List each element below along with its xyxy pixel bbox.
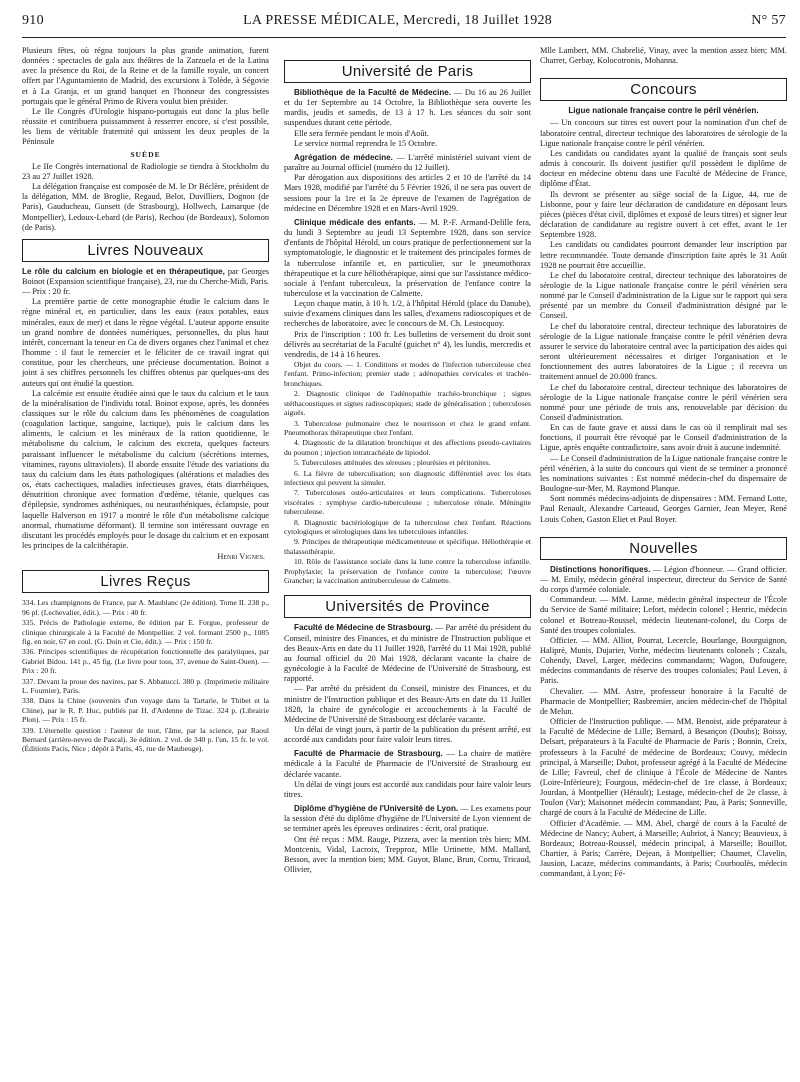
- item-text: Le chef du laboratoire central, directeur technique des laboratoires de sérologie de la Ligue nationale française contre le péril vénérien devra assurer le service du laboratoire central avec la participation des aides qui seront ultérieurement nécessaires et diriger l'organisation et le fonctionnement des autres laboratoires de la Ligue ; il recevra un traitement annuel de 20.000 francs.: [540, 321, 787, 382]
- item-text: — Les examens pour la session d'été du diplôme d'hygiène de l'Université de Lyon viennent de se terminer après les épreuves ordinaires : écrit, oral pratique.: [284, 804, 531, 834]
- item-text: — L'arrêté ministériel suivant vient de paraître au Journal officiel (numéro du 12 Juillet).: [284, 152, 531, 173]
- item-text: — Un concours sur titres est ouvert pour la nomination d'un chef de laboratoire central, directeur technique des laboratoires de sérologie de la Ligue nationale française contre le péril vénérien.: [540, 118, 787, 148]
- item-text: Commandeur. — MM. Lanne, médecin général inspecteur de l'École du Service de Santé militaire; Lefort, médecin colonel ; Henric, médecin colonel et Botreau-Roussel, médecin lieutenant-colonel, du Corps de Santé des troupes coloniales.: [540, 595, 787, 635]
- list-item: 335. Précis de Pathologie externe, 8e édition par E. Forgue, professeur de clinique chirurgicale à la Faculté de Montpellier. 2 vol. formant 2500 p., 1085 fig. en noir, 67 en coul. (G. Doin et Cie, édit.). — Prix : 150 fr.: [22, 618, 269, 646]
- item-text: Les candidats ou candidates ayant la qualité de français sont seuls admis à concourir. Ils doivent justifier qu'il possèdent le diplôme de docteur en médecine obtenu dans une Faculté de Médecine de France, diplôme d'État.: [540, 148, 787, 189]
- congress-paragraph: Le IIe Congrès d'Urologie hispano-portugais eut donc la plus belle réussite et contribuera puissamment à resserrer encore, si c'est possible, les liens de véritable fraternité qui unissent les deux peuples de la Péninsule: [22, 106, 269, 147]
- book-title: Le rôle du calcium en biologie et en thérapeutique,: [22, 266, 225, 276]
- item-text: Leçon chaque matin, à 10 h. 1/2, à l'hôpital Hérold (place du Danube), suivie d'examens cliniques dans les salles, d'examens radioscopiques et de recherches de laboratoire, avec le concours de M. Ch. Lestocquoy.: [284, 299, 531, 329]
- item-text: Un délai de vingt jours, à partir de la publication du présent arrêté, est accordé aux candidats pour faire valoir leurs titres.: [284, 724, 531, 745]
- item-text: — Par arrêté du président du Conseil, ministre des Finances, et du ministre de l'Instruction publique et des Beaux-Arts en date du 11 Juillet 1928, l'arrêté du 11 Mai 1928, publié au Journal officiel du 20 Mai 1928, déclarant vacante la chaire de gynécologie à la Faculté de Médecine de l'Université de Strasbourg, est rapporté.: [284, 623, 531, 684]
- received-books-list: [22, 598, 269, 754]
- item-text: Les candidats ou candidates pourront demander leur inscription par lettre recommandée. Toute demande d'inscription faite après le 31 Août 1928 ne pourrait être accueillie.: [540, 240, 787, 270]
- list-item: 6. La fièvre de tuberculisation; son diagnostic différentiel avec les états infectieux qui peuvent la simuler.: [284, 468, 531, 487]
- item-text: Officier. — MM. Alliot, Pourrat, Lecercle, Bourlange, Bourguignon, Haliprè, Munis, Dujarier, Vorhe, médecins lieutenants colonels ; Cazals, Cohendy, Davel, Larger, médecins commandants; Wagon, Dufougere, médecins commandants de réserve des troupes coloniales; Paul Leven, à Paris.: [540, 635, 787, 686]
- item-text: Officier d'Académie. — MM. Abel, chargé de cours à la Faculté de Médecine de Nancy; Aubert, à Marseille; Aubriot, à Nancy; Beauvieux, à Bordeaux; Botreau-Roussel, médecin principal, à Marseille; Bouillot, Chartier, à Paris; Carrère, Dejean, à Montpellier; Chaumet, Clavelin, Jausion, Lacaze, médecins commandants, à Paris; Courboulès, médecin commandant, à Lyon; Fé-: [540, 818, 787, 879]
- review-paragraph: La première partie de cette monographie étudie le calcium dans le règne minéral et, en particulier, dans les eaux (eaux potables, eaux minérales, eaux de mer) et dans le règne végétal. L'auteur apporte ensuite un grand nombre de données numériques, personnelles, du plus haut intérêt, concernant la teneur en Ca de divers organes chez l'animal et chez l'homme : il faut le remercier et le féliciter de ce travail ingrat qui constitue, pour les chercheurs, une précieuse documentation. Boinot a joint à ses chiffres personnels les chiffres obtenus par quelques-uns des auteurs qui ont étudié la question.: [22, 297, 269, 388]
- item-title: Ligue nationale française contre le péril vénérien.: [568, 106, 759, 116]
- item-text: — M. P.-F. Armand-Delille fera, du lundi 3 Septembre au jeudi 13 Septembre 1928, dans son service d'enfants de l'hôpital Hérold, un cours pratique de perfectionnement sur la symptomatologie, le diagnostic et le traitement des principales formes de la tuberculose infantile et, en particulier, sur le pneumothorax thérapeutique et la cure héliothérapique, ainsi que sur l'assistance médico-sociale à l'enfant tuberculeux, la préservation de l'enfance contre la tuberculose et la vaccination de Calmette.: [284, 217, 531, 298]
- column-2: [284, 46, 531, 1076]
- list-item: 5. Tuberculoses atténuées des séreuses ; pleurésies et péritonites.: [294, 458, 491, 468]
- list-item: 2. Diagnostic clinique de l'adénopathie trachéo-bronchique ; signes stéthacoustiques et signes radioscopiques; stade de généralisation ; tuberculoses aiguës.: [284, 389, 531, 418]
- list-item: 8. Diagnostic bactériologique de la tuberculose chez l'enfant. Réactions cytologiques et sérologiques dans les tuberculoses infantiles.: [284, 517, 531, 536]
- item-title: Faculté de Pharmacie de Strasbourg.: [294, 749, 443, 759]
- list-item: 9. Principes de thérapeutique médicamenteuse et spécifique. Héliothérapie et thalassothérapie.: [284, 537, 531, 556]
- item-title: Distinctions honorifiques.: [550, 564, 651, 574]
- congress-paragraph: Plusieurs fêtes, où régna toujours la plus grande animation, furent données : spectacles de gala aux théâtres de la Zarzuela et de la Latina avec la présence du Roi, de la Reine et de la famille royale, un concert offert par l'Aguntamiento de Madrid, des excursions à Tolède, à Ségovie et à La Granja, et un grand banquet en l'honneur des congressistes portugais que le général Primo de Rivera voulut bien présider.: [22, 46, 269, 106]
- item-text: Sont nommés médecins-adjoints de dispensaires : MM. Fernand Lotte, Paul Renault, Alexandre Carteaud, Georges Garnier, Jean Meyer, René Louis Cohen, Gaston Eliet et Paul Boyer.: [540, 494, 787, 524]
- item-title: Bibliothèque de la Faculté de Médecine.: [294, 88, 452, 97]
- item-text: — Légion d'honneur. — Grand officier. — M. Emily, médecin général inspecteur, directeur du Service de Santé du corps d'armée coloniale.: [540, 564, 787, 595]
- course-outline: [284, 360, 531, 585]
- list-item: 334. Les champignons de France, par A. Maublanc (2e édition). Tome II. 238 p., 96 pl. (Lechevalier, édit.). — Prix : 40 fr.: [22, 598, 269, 617]
- issue-number: N° 57: [751, 13, 786, 28]
- list-item: 4. Diagnostic de la dilatation bronchique et des affections pseudo-cavitaires du poumon ; injection intratrachéale de lipiodol.: [284, 438, 531, 457]
- header-rule: [22, 37, 786, 38]
- item-text: Mlle Lambert, MM. Chabrelié, Vinay, avec la mention assez bien; MM. Charret, Gerbay, Kolocotronis, Mohanna.: [540, 46, 787, 66]
- item-text: Officier de l'Instruction publique. — MM. Benoist, aide préparateur à la Faculté de Médecine de Lille; Bernard, à Besançon (Doubs); Boissy, Delsart, préparateurs à la Faculté de Pharmacie de Paris ; Bonnin, Creix, professeurs à la Faculté de médecine de Bordeaux; Couvy, médecin principal, à Marseille; Duhot, professeur agrégé à la Faculté de Médecine de Lille; Favreul, chef de clinique à l'École de Médecine de Nantes (Loire-Inférieure); Fourgous, médecin-chef de 1re classe, à Bordeaux; Jourdan, à Montpellier (Hérault); Lestage, médecin-chef de 2e classe, à Toulon (Var); Maisonnet médecin commandant; Pau, à Paris; Sonneville, chargé de cours à la Faculté de Médecine de Lille.: [540, 717, 787, 818]
- item-title: Diplôme d'hygiène de l'Université de Lyon.: [294, 804, 459, 814]
- item-text: Chevalier. — MM. Astre, professeur honoraire à la Faculté de Pharmacie de Montpellier; Rasbremier, ancien médecin-chef de l'hôpital de Melun.: [540, 686, 787, 716]
- journal-title: LA PRESSE MÉDICALE, Mercredi, 18 Juillet 1928: [243, 13, 553, 28]
- list-item: 10. Rôle de l'assistance sociale dans la lutte contre la tuberculose infantile. Prophylaxie; la préservation de l'enfance contre la tuberculose; l'œuvre Grancher; la vaccination antituberculeuse de Calmette.: [284, 557, 531, 585]
- section-heading-concours: Concours: [540, 78, 787, 101]
- list-item: 338. Dans la Chine (souvenirs d'un voyage dans la Tartarie, le Thibet et la Chine), par le R. P. Huc, publiés par H. d'Ardenne de Tizac. 324 p. (Librairie Plon). — Prix : 15 fr.: [22, 696, 269, 725]
- item-title: Clinique médicale des enfants.: [294, 217, 416, 227]
- item-text: Le service normal reprendra le 15 Octobre.: [294, 138, 438, 148]
- item-title: Agrégation de médecine.: [294, 152, 393, 162]
- book-meta: par Georges Boinot (Expansion scientifique française), 23, rue du Cherche-Midi, Paris. — Prix : 20 fr.: [22, 266, 269, 297]
- list-item: Objet du cours. — 1. Conditions et modes de l'infection tuberculeuse chez l'enfant. Primo-infection; premier stade ; adénopathies cervicales et trachéo-bronchiques.: [284, 360, 531, 388]
- column-1: [22, 46, 269, 1076]
- item-text: Par dérogation aux dispositions des articles 2 et 10 de l'arrêté du 14 Mars 1928, modifié par l'arrêté du 5 Février 1926, il ne sera pas ouvert de sessions pour la 1re et la 2e épreuve de l'examen de l'agrégation de médecine en Décembre 1928 et en Mars-Avril 1929.: [284, 173, 531, 213]
- item-text: Elle sera fermée pendant le mois d'Août.: [294, 128, 429, 138]
- list-item: 337. Devant la proue des navires, par S. Abbatucci. 380 p. (Imprimerie militaire L. Fournier), Paris.: [22, 676, 269, 695]
- list-item: 339. L'éternelle question : l'auteur de tout, l'âme, par la science, par Raoul Bernard (arrière-neveu de Pascal). 3e édition. 2 vol. de 340 p. l'un, 15 fr. le vol. (Éditions Pacis, Nice ; dépôt à Paris, 45, rue de Maubeuge).: [22, 725, 269, 754]
- section-heading-universite-paris: Université de Paris: [284, 60, 531, 83]
- item-text: — La chaire de matière médicale à la Faculté de Pharmacie de l'Université de Strasbourg est déclarée vacante.: [284, 749, 531, 779]
- review-signature: Henri Vignes.: [217, 552, 265, 562]
- item-title: Faculté de Médecine de Strasbourg.: [294, 623, 433, 633]
- column-3: [540, 46, 787, 1076]
- item-text: Ont été reçus : MM. Rauge, Pizzera, avec la mention très bien; MM. Montcenis, Vidal, Lacroix, Trepproz, Mlle Urtinette, MM. Mallard, Besson, avec la mention bien; MM. Guyot, Blanc, Brun, Cornu, Tricaud, Ollivier,: [284, 834, 531, 874]
- section-heading-universites-province: Universités de Province: [284, 595, 531, 618]
- item-text: Prix de l'inscription : 100 fr. Les bulletins de versement du droit sont délivrés au secrétariat de la Faculté (guichet n° 4), les lundis, mercredis et vendredis, de 14 à 16 heures.: [284, 329, 531, 359]
- list-item: 3. Tuberculose pulmonaire chez le nourrisson et chez le grand enfant. Pneumothorax thérapeutique chez l'enfant.: [284, 418, 531, 437]
- item-text: — Par arrêté du président du Conseil, ministre des Finances, et du ministre de l'Instruction publique et des Beaux-Arts en date du 11 Juillet 1828, la chaire de gynécologie et accouchements à la Faculté de Médecine de l'Université de Strasbourg est déclarée vacante.: [284, 684, 531, 724]
- item-text: Le chef du laboratoire central, directeur technique des laboratoires de sérologie de la Ligue nationale française contre le péril vénérien sera nommé par le Conseil d'administration de la Ligue sur le rapport qui sera présenté par un membre du Conseil d'administration désigné par le Conseil.: [540, 270, 787, 321]
- congress-paragraph: La délégation française est composée de M. le Dr Béclère, président de la délégation, MM. de Broglie, Regaud, Belot, Duvilliers, Dognon (de Paris), Gauducheau, Gunsett (de Strasbourg), Hollwech, Lamarque (de Montpellier), Ledoux-Lebard (de Paris), Rechou (de Bordeaux), Solomon (de Paris).: [22, 182, 269, 232]
- section-heading-livres-recus: Livres Reçus: [22, 570, 269, 593]
- country-heading: SUÈDE: [130, 149, 161, 159]
- item-text: Un délai de vingt jours est accordé aux candidats pour faire valoir leurs titres.: [284, 779, 531, 799]
- item-text: Le chef du laboratoire central, directeur technique des laboratoires de sérologie de la Ligue nationale française contre le péril vénérien sera nommé pour une période de trois ans, renouvelable par décision du Conseil d'administration.: [540, 382, 787, 422]
- page-number-left: 910: [22, 13, 44, 28]
- item-text: — Le Conseil d'administration de la Ligue nationale française contre le péril vénérien, à la suite du concours qui vient de se terminer a prononcé les nominations suivantes : Est nommé médecin-chef du dispensaire de Boulogne-sur-Mer, M. Raymond Planque.: [540, 453, 787, 494]
- item-text: — Du 16 au 26 Juillet et du 1er Septembre au 14 Octobre, la Bibliothèque sera ouverte les mardis, jeudis et samedis, de 13 à 17 h. Les séances du soir sont suspendues durant cette période.: [284, 88, 531, 128]
- item-text: En cas de faute grave et aussi dans le cas où il remplirait mal ses fonctions, il pourrait être révoqué par le Conseil d'administration de la Ligue, après enquête contradictoire, sans avoir droit à aucune indemnité.: [540, 423, 787, 453]
- list-item: 7. Tuberculoses ostéo-articulaires et leurs complications. Tuberculoses viscérales : symphyse cardio-tuberculeuse ; tuberculose rénale. Méningite tuberculeuse.: [284, 488, 531, 517]
- section-heading-livres-nouveaux: Livres Nouveaux: [22, 239, 269, 262]
- list-item: 336. Principes scientifiques de récupération fonctionnelle des paralytiques, par Gabriel Bidou. 141 p., 45 fig. (Le livre pour tous, 37, avenue de Saint-Ouen). — Prix : 20 fr.: [22, 647, 269, 676]
- section-heading-nouvelles: Nouvelles: [540, 537, 787, 560]
- congress-paragraph: Le IIe Congrès international de Radiologie se tiendra à Stockholm du 23 au 27 Juillet 1928.: [22, 161, 269, 181]
- item-text: Ils devront se présenter au siège social de la Ligue, 44, rue de Lisbonne, pour y faire leur déclaration de candidature en déposant leurs pièces (pièces d'état civil, diplômes et exposé de leurs titres) et signer leur déclaration de candidature au registre ouvert à cet effet, avant le 1er Septembre 1928.: [540, 189, 787, 240]
- review-paragraph: La calcémie est ensuite étudiée ainsi que le taux du calcium et le taux de la minéralisation de l'individu total. Boinot expose, après, les données classiques sur le rôle du calcium dans les phénomènes de coagulation (coagulation lactique, sanguine, lactique), puis le calcium dans les aliments, le calcium et les minéraux de la ration quotidienne, le métabolisme du calcium, le calcium des excreta, quelques facteurs paraissant influencer le métabolisme du calcium (sécrétions internes, vitamines, rayons ultraviolets). Il aborde ensuite l'étude des variations du taux du calcium dans les états pathologiques (altérations et maladies des os, états cachectiques, maladies infectieuses graves, états diarrhéiques, dénutrition chronique avec formation d'œdème, tétanie, quelques cas d'épilepsie, syndromes asthéniques, ou neurasthéniques, éclampsie, pour laquelle Halverson en 1917 a montré le rôle d'un métabolisme calcique anormal, rhumatisme déformant). Il termine son intéressant ouvrage en discutant les procédés employés pour le dosage du calcium et en exposant les principes de la calcithérapie.: [22, 388, 269, 551]
- page-header: [22, 8, 786, 34]
